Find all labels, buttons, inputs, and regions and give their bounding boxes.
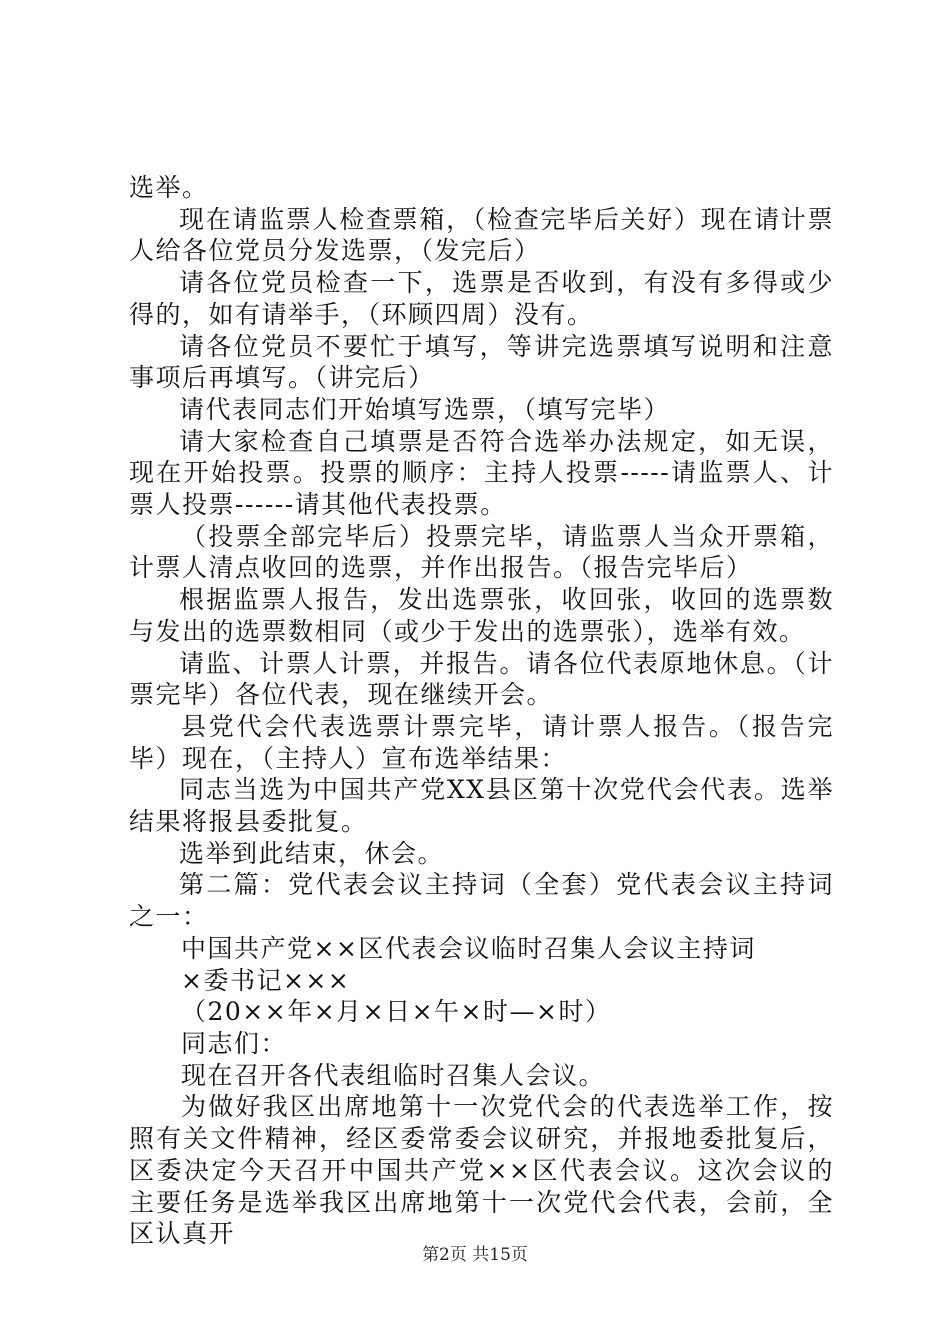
paragraph: 选举到此结束，休会。 [179,838,445,868]
paragraph: 第二篇：党代表会议主持词（全套）党代表会议主持词之一： [129,870,834,932]
paragraph: 同志们： [181,1028,288,1058]
paragraph: ×委书记××× [181,965,351,995]
paragraph: 县党代会代表选票计票完毕，请计票人报告。（报告完毕）现在，（主持人）宣布选举结果： [129,711,834,773]
paragraph: 请代表同志们开始填写选票，（填写完毕） [179,394,671,424]
paragraph: 现在请监票人检查票箱，（检查完毕后关好）现在请计票人给各位党员分发选票，（发完后） [129,204,834,266]
paragraph: （20××年×月×日×午×时—×时） [181,997,612,1027]
paragraph: 请各位党员不要忙于填写，等讲完选票填写说明和注意事项后再填写。（讲完后） [129,331,834,393]
paragraph: 请监、计票人计票，并报告。请各位代表原地休息。（计票完毕）各位代表，现在继续开会。 [129,648,834,710]
paragraph: 选举。 [129,173,209,202]
document-body [129,172,834,1250]
paragraph: （投票全部完毕后）投票完毕，请监票人当众开票箱，计票人清点收回的选票，并作出报告。（报告完毕后） [129,521,834,583]
paragraph: 根据监票人报告，发出选票张，收回张，收回的选票数与发出的选票数相同（或少于发出的选票张），选举有效。 [129,585,834,646]
page-number-footer: 第2页 共15页 [422,1245,528,1265]
paragraph: 请大家检查自己填票是否符合选举办法规定，如无误，现在开始投票。投票的顺序：主持人投票-----请监票人、计票人投票------请其他代表投票。 [129,426,834,520]
paragraph: 中国共产党××区代表会议临时召集人会议主持词 [181,933,756,963]
paragraph: 为做好我区出席地第十一次党代会的代表选举工作，按照有关文件精神，经区委常委会议研究，并报地委批复后，区委决定今天召开中国共产党××区代表会议。这次会议的主要任务是选举我区出席地第十一次党代会代表，会前，全区认真开 [129,1092,834,1249]
paragraph: 请各位党员检查一下，选票是否收到，有没有多得或少得的，如有请举手，（环顾四周）没有。 [129,268,834,329]
paragraph: 同志当选为中国共产党XX县区第十次党代会代表。选举结果将报县委批复。 [129,775,834,837]
paragraph: 现在召开各代表组临时召集人会议。 [181,1060,606,1090]
